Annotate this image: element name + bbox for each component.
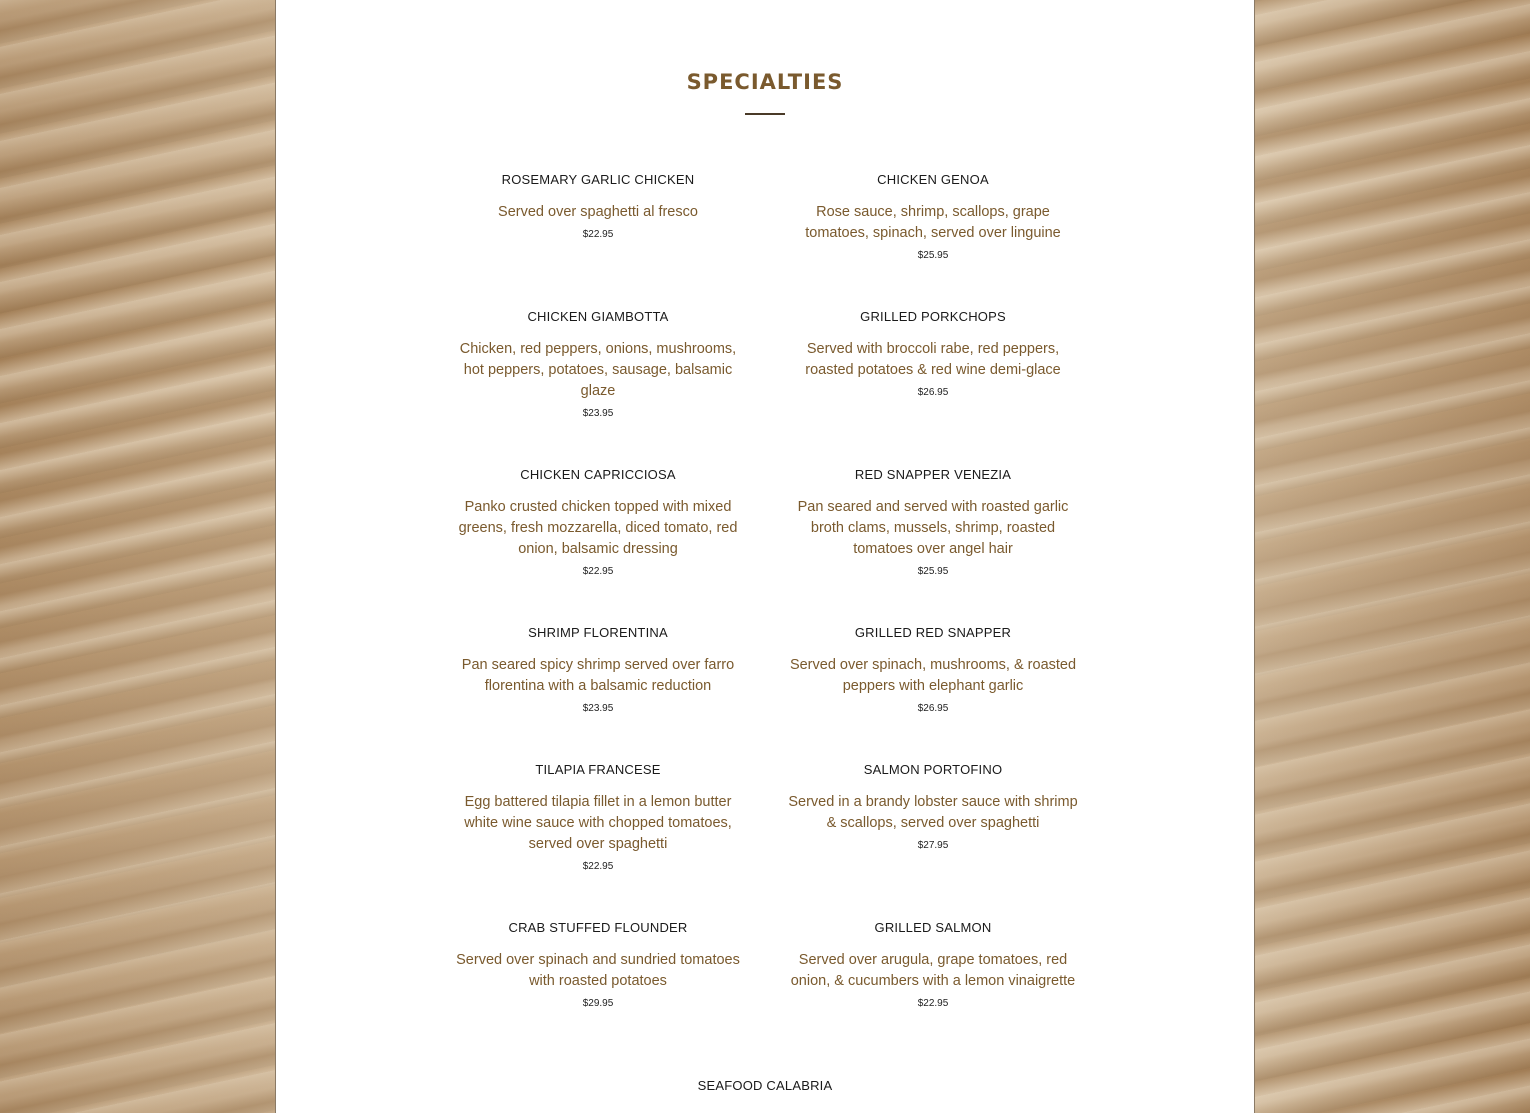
menu-item [615, 1077, 915, 1095]
menu-item-description: Egg battered tilapia fillet in a lemon butter white wine sauce with chopped tomatoes, served over spaghetti [464, 794, 732, 852]
menu-item [451, 919, 745, 1011]
menu-item-name: SHRIMP FLORENTINA [528, 625, 668, 640]
menu-item-price: $26.95 [917, 387, 949, 398]
menu-item [788, 466, 1078, 579]
menu-item-name: CHICKEN CAPRICCIOSA [520, 467, 676, 482]
menu-item [451, 171, 745, 242]
menu-item [451, 761, 745, 874]
menu-item-price: $23.95 [582, 703, 614, 714]
menu-item-description: Served with broccoli rabe, red peppers, roasted potatoes & red wine demi-glace [805, 341, 1061, 378]
menu-item-name: CRAB STUFFED FLOUNDER [508, 920, 688, 935]
menu-item [788, 761, 1078, 853]
menu-item-description: Panko crusted chicken topped with mixed greens, fresh mozzarella, diced tomato, red onion, balsamic dressing [458, 499, 738, 557]
menu-item-description: Served in a brandy lobster sauce with shrimp & scallops, served over spaghetti [788, 794, 1078, 831]
menu-item-name: CHICKEN GIAMBOTTA [527, 309, 669, 324]
menu-item [788, 171, 1078, 263]
menu-item-description: Pan seared spicy shrimp served over farro florentina with a balsamic reduction [461, 657, 735, 694]
menu-item-name: GRILLED RED SNAPPER [854, 625, 1012, 640]
menu-item-name: GRILLED SALMON [874, 920, 992, 935]
menu-item [451, 466, 745, 579]
menu-item-description: Served over spaghetti al fresco [498, 204, 698, 220]
menu-item-price: $29.95 [582, 998, 614, 1009]
menu-item-name: GRILLED PORKCHOPS [860, 309, 1006, 324]
section-title: SPECIALTIES [686, 70, 844, 94]
menu-item [788, 624, 1078, 716]
menu-item-price: $25.95 [917, 250, 949, 261]
menu-item-price: $23.95 [582, 408, 614, 419]
menu-item-description: Pan seared and served with roasted garlic broth clams, mussels, shrimp, roasted tomatoes over angel hair [797, 499, 1069, 557]
title-divider [745, 113, 785, 115]
menu-item [451, 308, 745, 421]
menu-item-name: CHICKEN GENOA [877, 172, 989, 187]
menu-item-description: Chicken, red peppers, onions, mushrooms, hot peppers, potatoes, sausage, balsamic glaze [459, 341, 737, 399]
menu-item-description: Served over spinach and sundried tomatoes with roasted potatoes [456, 952, 740, 989]
menu-item-name: SALMON PORTOFINO [863, 762, 1003, 777]
menu-item [788, 919, 1078, 1011]
menu-item-price: $27.95 [917, 840, 949, 851]
menu-item-description: Rose sauce, shrimp, scallops, grape tomatoes, spinach, served over linguine [805, 204, 1061, 241]
menu-item-price: $22.95 [582, 229, 614, 240]
menu-item-price: $25.95 [917, 566, 949, 577]
menu-item-name: TILAPIA FRANCESE [535, 762, 661, 777]
menu-item-price: $26.95 [917, 703, 949, 714]
menu-page [275, 0, 1255, 1113]
menu-item-name: RED SNAPPER VENEZIA [854, 467, 1012, 482]
menu-item [788, 308, 1078, 400]
menu-item-name: ROSEMARY GARLIC CHICKEN [501, 172, 695, 187]
menu-item-price: $22.95 [917, 998, 949, 1009]
menu-item-description: Served over spinach, mushrooms, & roasted peppers with elephant garlic [789, 657, 1077, 694]
menu-item [451, 624, 745, 716]
menu-item-price: $22.95 [582, 861, 614, 872]
menu-item-name: SEAFOOD CALABRIA [697, 1078, 833, 1093]
menu-item-description: Served over arugula, grape tomatoes, red onion, & cucumbers with a lemon vinaigrette [790, 952, 1076, 989]
menu-item-price: $22.95 [582, 566, 614, 577]
